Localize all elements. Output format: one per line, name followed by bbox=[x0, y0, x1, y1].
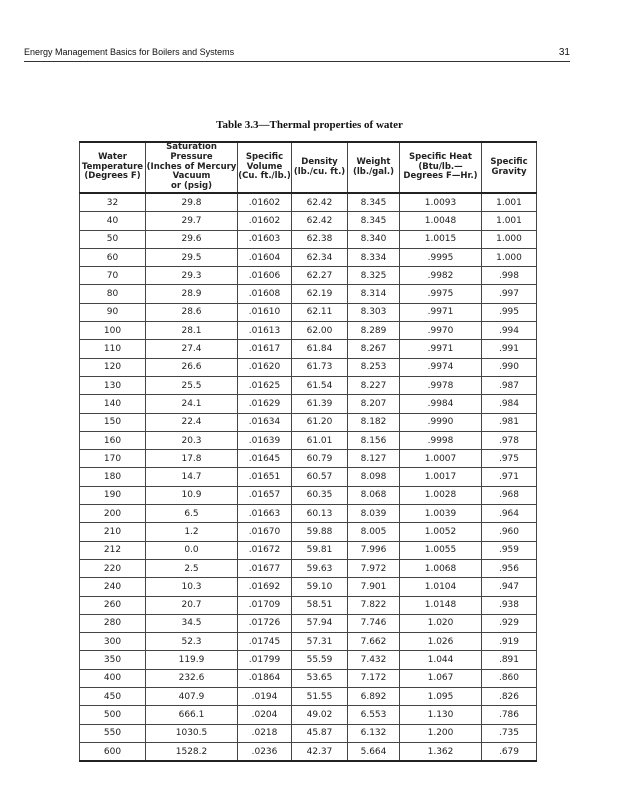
table-cell: .998 bbox=[482, 267, 537, 285]
table-cell: 1.2 bbox=[146, 523, 238, 541]
table-cell: 8.127 bbox=[348, 450, 400, 468]
table-cell: 210 bbox=[80, 523, 146, 541]
table-cell: 60 bbox=[80, 248, 146, 266]
table-cell: 8.182 bbox=[348, 413, 400, 431]
table-cell: 8.345 bbox=[348, 193, 400, 212]
table-cell: 1.001 bbox=[482, 193, 537, 212]
table-cell: 666.1 bbox=[146, 706, 238, 724]
table-row bbox=[80, 669, 537, 687]
table-cell: 8.068 bbox=[348, 486, 400, 504]
table-row bbox=[80, 212, 537, 230]
table-cell: 53.65 bbox=[292, 669, 348, 687]
table-cell: .01645 bbox=[238, 450, 292, 468]
table-cell: 57.31 bbox=[292, 633, 348, 651]
table-cell: .0218 bbox=[238, 724, 292, 742]
table-cell: 29.7 bbox=[146, 212, 238, 230]
table-cell: .01657 bbox=[238, 486, 292, 504]
table-cell: 220 bbox=[80, 559, 146, 577]
table-cell: .01639 bbox=[238, 431, 292, 449]
table-cell: 8.289 bbox=[348, 322, 400, 340]
table-row bbox=[80, 541, 537, 559]
table-cell: 59.81 bbox=[292, 541, 348, 559]
table-cell: .01602 bbox=[238, 193, 292, 212]
table-cell: .01629 bbox=[238, 395, 292, 413]
table-row bbox=[80, 559, 537, 577]
table-cell: .01672 bbox=[238, 541, 292, 559]
table-row bbox=[80, 322, 537, 340]
table-cell: .964 bbox=[482, 505, 537, 523]
table-cell: 29.6 bbox=[146, 230, 238, 248]
table-row bbox=[80, 486, 537, 504]
table-cell: 8.207 bbox=[348, 395, 400, 413]
table-cell: 28.9 bbox=[146, 285, 238, 303]
table-cell: .01604 bbox=[238, 248, 292, 266]
table-cell: 1.026 bbox=[400, 633, 482, 651]
table-cell: 24.1 bbox=[146, 395, 238, 413]
table-cell: 7.996 bbox=[348, 541, 400, 559]
table-cell: .975 bbox=[482, 450, 537, 468]
column-header: Specific Heat (Btu/lb.— Degrees F—Hr.) bbox=[400, 142, 482, 193]
table-cell: 110 bbox=[80, 340, 146, 358]
table-cell: 1.362 bbox=[400, 742, 482, 761]
table-cell: 61.39 bbox=[292, 395, 348, 413]
table-cell: .01745 bbox=[238, 633, 292, 651]
table-row bbox=[80, 633, 537, 651]
table-cell: .01864 bbox=[238, 669, 292, 687]
table-title: Table 3.3—Thermal properties of water bbox=[216, 119, 403, 131]
table-cell: 29.3 bbox=[146, 267, 238, 285]
table-cell: 6.132 bbox=[348, 724, 400, 742]
table-cell: 2.5 bbox=[146, 559, 238, 577]
table-cell: .994 bbox=[482, 322, 537, 340]
table-cell: 8.345 bbox=[348, 212, 400, 230]
table-cell: .01608 bbox=[238, 285, 292, 303]
table-cell: 140 bbox=[80, 395, 146, 413]
table-cell: 80 bbox=[80, 285, 146, 303]
table-cell: 8.334 bbox=[348, 248, 400, 266]
table-cell: .9984 bbox=[400, 395, 482, 413]
table-cell: .956 bbox=[482, 559, 537, 577]
table-cell: 62.42 bbox=[292, 193, 348, 212]
table-cell: 20.3 bbox=[146, 431, 238, 449]
table-cell: 57.94 bbox=[292, 614, 348, 632]
table-cell: 6.892 bbox=[348, 688, 400, 706]
table-cell: 1.0017 bbox=[400, 468, 482, 486]
table-cell: 59.10 bbox=[292, 578, 348, 596]
table-cell: 29.8 bbox=[146, 193, 238, 212]
table-cell: 62.27 bbox=[292, 267, 348, 285]
table-cell: .990 bbox=[482, 358, 537, 376]
table-cell: .981 bbox=[482, 413, 537, 431]
column-header: Saturation Pressure (Inches of Mercury Vacuum or (psig) bbox=[146, 142, 237, 192]
table-cell: 49.02 bbox=[292, 706, 348, 724]
table-cell: .0236 bbox=[238, 742, 292, 761]
table-cell: .826 bbox=[482, 688, 537, 706]
table-cell: 1.020 bbox=[400, 614, 482, 632]
table-cell: 130 bbox=[80, 376, 146, 394]
table-cell: .929 bbox=[482, 614, 537, 632]
table-cell: .01602 bbox=[238, 212, 292, 230]
table-cell: 7.901 bbox=[348, 578, 400, 596]
table-cell: 20.7 bbox=[146, 596, 238, 614]
table-cell: .01613 bbox=[238, 322, 292, 340]
table-cell: 59.88 bbox=[292, 523, 348, 541]
table-cell: 1.0052 bbox=[400, 523, 482, 541]
table-cell: 60.13 bbox=[292, 505, 348, 523]
page-number: 31 bbox=[558, 47, 570, 58]
table-cell: 119.9 bbox=[146, 651, 238, 669]
table-cell: 52.3 bbox=[146, 633, 238, 651]
column-header: Weight (lb./gal.) bbox=[348, 142, 400, 193]
table-cell: 7.432 bbox=[348, 651, 400, 669]
table-cell: 8.253 bbox=[348, 358, 400, 376]
table-cell: 407.9 bbox=[146, 688, 238, 706]
table-row bbox=[80, 468, 537, 486]
table-cell: 1.001 bbox=[482, 212, 537, 230]
table-cell: 190 bbox=[80, 486, 146, 504]
table-cell: .01692 bbox=[238, 578, 292, 596]
table-cell: .947 bbox=[482, 578, 537, 596]
table-cell: 1.0048 bbox=[400, 212, 482, 230]
table-cell: .01726 bbox=[238, 614, 292, 632]
table-cell: 1.0148 bbox=[400, 596, 482, 614]
table-cell: .891 bbox=[482, 651, 537, 669]
column-header: Density (lb./cu. ft.) bbox=[292, 142, 348, 193]
table-cell: 160 bbox=[80, 431, 146, 449]
table-cell: .01670 bbox=[238, 523, 292, 541]
table-cell: 450 bbox=[80, 688, 146, 706]
table-cell: .01610 bbox=[238, 303, 292, 321]
table-cell: 8.227 bbox=[348, 376, 400, 394]
table-row bbox=[80, 742, 537, 761]
table-cell: 8.340 bbox=[348, 230, 400, 248]
table-cell: 1.000 bbox=[482, 248, 537, 266]
table-cell: 25.5 bbox=[146, 376, 238, 394]
table-cell: .01709 bbox=[238, 596, 292, 614]
table-cell: 7.172 bbox=[348, 669, 400, 687]
table-cell: .0194 bbox=[238, 688, 292, 706]
table-cell: 1.0104 bbox=[400, 578, 482, 596]
table-row bbox=[80, 193, 537, 212]
table-cell: 5.664 bbox=[348, 742, 400, 761]
table-cell: 260 bbox=[80, 596, 146, 614]
table-cell: .959 bbox=[482, 541, 537, 559]
table-cell: 150 bbox=[80, 413, 146, 431]
table-cell: .01603 bbox=[238, 230, 292, 248]
table-cell: 8.039 bbox=[348, 505, 400, 523]
table-cell: 55.59 bbox=[292, 651, 348, 669]
table-cell: .919 bbox=[482, 633, 537, 651]
table-cell: 1.130 bbox=[400, 706, 482, 724]
table-cell: 240 bbox=[80, 578, 146, 596]
table-cell: 8.325 bbox=[348, 267, 400, 285]
table-cell: 500 bbox=[80, 706, 146, 724]
table-cell: 1.067 bbox=[400, 669, 482, 687]
table-cell: 17.8 bbox=[146, 450, 238, 468]
table-cell: .679 bbox=[482, 742, 537, 761]
table-cell: 10.3 bbox=[146, 578, 238, 596]
thermal-properties-table bbox=[79, 141, 537, 762]
table-cell: 120 bbox=[80, 358, 146, 376]
table-cell: 8.303 bbox=[348, 303, 400, 321]
table-cell: .01634 bbox=[238, 413, 292, 431]
table-row bbox=[80, 395, 537, 413]
table-cell: 280 bbox=[80, 614, 146, 632]
table-cell: .971 bbox=[482, 468, 537, 486]
table-cell: 27.4 bbox=[146, 340, 238, 358]
running-title: Energy Management Basics for Boilers and Systems bbox=[24, 47, 235, 57]
table-cell: 8.005 bbox=[348, 523, 400, 541]
table-cell: 60.35 bbox=[292, 486, 348, 504]
table-cell: .9971 bbox=[400, 303, 482, 321]
table-cell: .01663 bbox=[238, 505, 292, 523]
table-cell: 70 bbox=[80, 267, 146, 285]
table-cell: .9974 bbox=[400, 358, 482, 376]
table-cell: 1.0068 bbox=[400, 559, 482, 577]
table-cell: 1.000 bbox=[482, 230, 537, 248]
table-cell: .0204 bbox=[238, 706, 292, 724]
table-cell: 350 bbox=[80, 651, 146, 669]
table-cell: 7.972 bbox=[348, 559, 400, 577]
table-cell: 51.55 bbox=[292, 688, 348, 706]
table-cell: 8.156 bbox=[348, 431, 400, 449]
table-cell: 1.0015 bbox=[400, 230, 482, 248]
table-cell: 28.1 bbox=[146, 322, 238, 340]
table-cell: 62.11 bbox=[292, 303, 348, 321]
table-cell: 42.37 bbox=[292, 742, 348, 761]
table-row bbox=[80, 505, 537, 523]
table-cell: 10.9 bbox=[146, 486, 238, 504]
table-cell: 1.044 bbox=[400, 651, 482, 669]
table-cell: .9970 bbox=[400, 322, 482, 340]
table-cell: .9971 bbox=[400, 340, 482, 358]
table-row bbox=[80, 688, 537, 706]
table-row bbox=[80, 230, 537, 248]
table-row bbox=[80, 376, 537, 394]
table-cell: 40 bbox=[80, 212, 146, 230]
table-cell: 61.01 bbox=[292, 431, 348, 449]
table-cell: 29.5 bbox=[146, 248, 238, 266]
table-cell: 60.57 bbox=[292, 468, 348, 486]
table-cell: 62.19 bbox=[292, 285, 348, 303]
table-cell: 1.0039 bbox=[400, 505, 482, 523]
table-cell: 600 bbox=[80, 742, 146, 761]
table-cell: 170 bbox=[80, 450, 146, 468]
table-cell: .997 bbox=[482, 285, 537, 303]
table-row bbox=[80, 450, 537, 468]
table-cell: 61.20 bbox=[292, 413, 348, 431]
column-header: Specific Gravity bbox=[482, 142, 537, 193]
table-cell: .860 bbox=[482, 669, 537, 687]
table-row bbox=[80, 413, 537, 431]
table-cell: 8.267 bbox=[348, 340, 400, 358]
table-cell: .9982 bbox=[400, 267, 482, 285]
table-row bbox=[80, 267, 537, 285]
table-cell: 7.822 bbox=[348, 596, 400, 614]
table-row bbox=[80, 431, 537, 449]
table-cell: .9978 bbox=[400, 376, 482, 394]
table-cell: .991 bbox=[482, 340, 537, 358]
table-cell: 7.746 bbox=[348, 614, 400, 632]
table-cell: .786 bbox=[482, 706, 537, 724]
table-cell: 212 bbox=[80, 541, 146, 559]
table-cell: 90 bbox=[80, 303, 146, 321]
table-cell: 6.5 bbox=[146, 505, 238, 523]
table-cell: .735 bbox=[482, 724, 537, 742]
table-body bbox=[80, 193, 537, 761]
table-cell: 1.0093 bbox=[400, 193, 482, 212]
table-cell: 300 bbox=[80, 633, 146, 651]
table-cell: 6.553 bbox=[348, 706, 400, 724]
table-cell: 58.51 bbox=[292, 596, 348, 614]
table-cell: .01606 bbox=[238, 267, 292, 285]
table-cell: .01617 bbox=[238, 340, 292, 358]
table-cell: 1528.2 bbox=[146, 742, 238, 761]
table-row bbox=[80, 578, 537, 596]
table-cell: 550 bbox=[80, 724, 146, 742]
table-header-row bbox=[80, 142, 537, 193]
table-cell: .968 bbox=[482, 486, 537, 504]
table-row bbox=[80, 248, 537, 266]
table-cell: 400 bbox=[80, 669, 146, 687]
table-cell: 232.6 bbox=[146, 669, 238, 687]
table-cell: 62.38 bbox=[292, 230, 348, 248]
table-cell: .01799 bbox=[238, 651, 292, 669]
table-cell: 32 bbox=[80, 193, 146, 212]
table-cell: 61.84 bbox=[292, 340, 348, 358]
table-cell: 28.6 bbox=[146, 303, 238, 321]
table-cell: .960 bbox=[482, 523, 537, 541]
table-cell: .938 bbox=[482, 596, 537, 614]
table-cell: 1030.5 bbox=[146, 724, 238, 742]
thermal-properties-table-container bbox=[79, 141, 536, 762]
table-cell: 8.098 bbox=[348, 468, 400, 486]
table-cell: 62.42 bbox=[292, 212, 348, 230]
table-row bbox=[80, 358, 537, 376]
column-header: Water Temperature (Degrees F) bbox=[80, 142, 146, 193]
table-cell: 180 bbox=[80, 468, 146, 486]
table-cell: .01620 bbox=[238, 358, 292, 376]
table-cell: 1.095 bbox=[400, 688, 482, 706]
table-cell: 1.0007 bbox=[400, 450, 482, 468]
table-row bbox=[80, 303, 537, 321]
table-cell: 22.4 bbox=[146, 413, 238, 431]
table-row bbox=[80, 706, 537, 724]
table-row bbox=[80, 724, 537, 742]
table-cell: 45.87 bbox=[292, 724, 348, 742]
table-cell: 1.0055 bbox=[400, 541, 482, 559]
table-row bbox=[80, 340, 537, 358]
table-cell: .995 bbox=[482, 303, 537, 321]
table-cell: .01651 bbox=[238, 468, 292, 486]
table-cell: 62.00 bbox=[292, 322, 348, 340]
table-row bbox=[80, 523, 537, 541]
table-cell: 1.200 bbox=[400, 724, 482, 742]
table-cell: 26.6 bbox=[146, 358, 238, 376]
table-cell: 59.63 bbox=[292, 559, 348, 577]
page-header bbox=[24, 45, 570, 62]
table-cell: 34.5 bbox=[146, 614, 238, 632]
table-row bbox=[80, 285, 537, 303]
table-cell: 62.34 bbox=[292, 248, 348, 266]
table-cell: 61.54 bbox=[292, 376, 348, 394]
table-cell: .01625 bbox=[238, 376, 292, 394]
table-cell: 200 bbox=[80, 505, 146, 523]
table-row bbox=[80, 651, 537, 669]
table-row bbox=[80, 596, 537, 614]
table-cell: .978 bbox=[482, 431, 537, 449]
table-cell: 100 bbox=[80, 322, 146, 340]
table-cell: 60.79 bbox=[292, 450, 348, 468]
table-cell: .9995 bbox=[400, 248, 482, 266]
table-cell: 8.314 bbox=[348, 285, 400, 303]
table-cell: 50 bbox=[80, 230, 146, 248]
table-cell: 1.0028 bbox=[400, 486, 482, 504]
table-cell: .9975 bbox=[400, 285, 482, 303]
table-cell: .9990 bbox=[400, 413, 482, 431]
table-cell: .984 bbox=[482, 395, 537, 413]
table-row bbox=[80, 614, 537, 632]
table-cell: 7.662 bbox=[348, 633, 400, 651]
table-cell: .9998 bbox=[400, 431, 482, 449]
table-cell: .987 bbox=[482, 376, 537, 394]
table-cell: 14.7 bbox=[146, 468, 238, 486]
table-cell: .01677 bbox=[238, 559, 292, 577]
table-cell: 0.0 bbox=[146, 541, 238, 559]
column-header: Specific Volume (Cu. ft./lb.) bbox=[238, 142, 292, 193]
table-cell: 61.73 bbox=[292, 358, 348, 376]
